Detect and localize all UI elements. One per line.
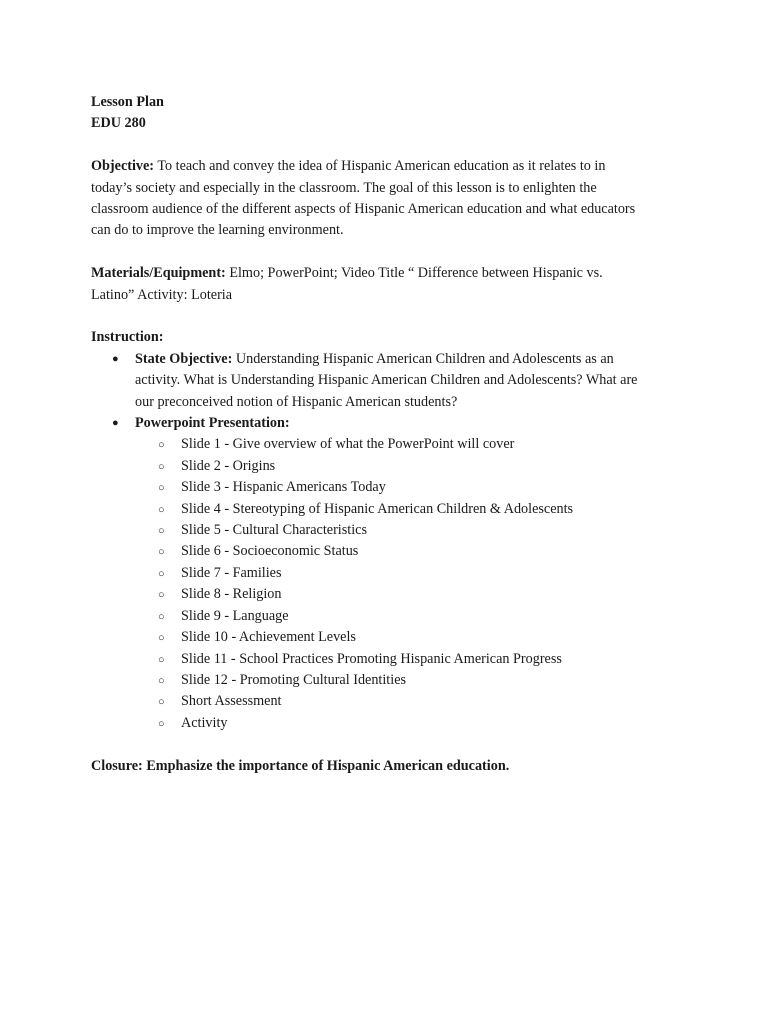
list-item bbox=[158, 563, 691, 584]
list-item bbox=[158, 434, 691, 455]
course-code: EDU 280 bbox=[91, 115, 146, 132]
circle-bullet-icon: ○ bbox=[158, 482, 165, 495]
spacer bbox=[91, 242, 691, 263]
circle-bullet-icon: ○ bbox=[158, 589, 165, 602]
objective-text-2: today’s society and especially in the classroom. The goal of this lesson is to enlighten the bbox=[91, 179, 597, 196]
slide-item: Slide 4 - Stereotyping of Hispanic American Children & Adolescents bbox=[181, 500, 574, 517]
circle-bullet-icon: ○ bbox=[158, 567, 165, 580]
circle-bullet-icon: ○ bbox=[158, 503, 165, 516]
list-item bbox=[158, 649, 691, 670]
objective-text-4: can do to improve the learning environment. bbox=[91, 222, 344, 239]
closure-section bbox=[91, 756, 691, 777]
instruction-list bbox=[91, 349, 691, 734]
circle-bullet-icon: ○ bbox=[158, 610, 165, 623]
document-title: Lesson Plan bbox=[91, 94, 164, 110]
objective-text-3: classroom audience of the different aspects of Hispanic American education and what educators bbox=[91, 201, 636, 218]
circle-bullet-icon: ○ bbox=[158, 546, 165, 559]
list-item bbox=[158, 584, 691, 605]
powerpoint-label: Powerpoint Presentation: bbox=[135, 415, 290, 432]
list-item bbox=[158, 670, 691, 691]
spacer bbox=[91, 306, 691, 327]
list-item bbox=[158, 606, 691, 627]
materials-text-1: Elmo; PowerPoint; Video Title “ Difference between Hispanic vs. bbox=[225, 265, 603, 282]
list-item-powerpoint bbox=[112, 413, 691, 734]
list-item bbox=[158, 477, 691, 498]
bullet-icon: ● bbox=[112, 417, 119, 430]
slide-item: Short Assessment bbox=[181, 693, 282, 710]
slide-item: Slide 7 - Families bbox=[181, 564, 282, 581]
materials-line-1 bbox=[91, 263, 691, 284]
slide-item: Slide 5 - Cultural Characteristics bbox=[181, 522, 367, 539]
list-item bbox=[158, 691, 691, 712]
instruction-section bbox=[91, 327, 691, 734]
list-item bbox=[158, 520, 691, 541]
closure-text: Emphasize the importance of Hispanic American education. bbox=[142, 757, 510, 774]
circle-bullet-icon: ○ bbox=[158, 653, 165, 666]
circle-bullet-icon: ○ bbox=[158, 525, 165, 538]
slide-item: Slide 10 - Achievement Levels bbox=[181, 629, 356, 646]
objective-line-1 bbox=[91, 156, 691, 177]
materials-text-2: Latino” Activity: Loteria bbox=[91, 286, 233, 303]
closure-line bbox=[91, 756, 691, 777]
slide-item: Slide 9 - Language bbox=[181, 607, 289, 624]
slide-item: Slide 3 - Hispanic Americans Today bbox=[181, 479, 386, 496]
spacer bbox=[91, 135, 691, 156]
circle-bullet-icon: ○ bbox=[158, 674, 165, 687]
objective-text-1: To teach and convey the idea of Hispanic American education as it relates to in bbox=[154, 158, 606, 175]
list-item bbox=[158, 456, 691, 477]
list-item bbox=[158, 541, 691, 562]
materials-section bbox=[91, 263, 691, 306]
circle-bullet-icon: ○ bbox=[158, 696, 165, 709]
list-item-state-objective bbox=[112, 349, 691, 413]
state-objective-text-3: our preconceived notion of Hispanic American students? bbox=[135, 393, 458, 410]
slide-item: Slide 11 - School Practices Promoting Hispanic American Progress bbox=[181, 650, 562, 667]
state-objective-line-1 bbox=[135, 349, 691, 370]
materials-label: Materials/Equipment: bbox=[91, 265, 226, 282]
slide-item: Slide 2 - Origins bbox=[181, 457, 276, 474]
circle-bullet-icon: ○ bbox=[158, 717, 165, 730]
instruction-label: Instruction: bbox=[91, 329, 164, 346]
slide-list bbox=[135, 434, 691, 734]
state-objective-text-2: activity. What is Understanding Hispanic American Children and Adolescents? What are bbox=[135, 372, 638, 389]
spacer bbox=[91, 734, 691, 755]
lesson-plan-document bbox=[91, 92, 691, 777]
slide-item: Slide 1 - Give overview of what the PowerPoint will cover bbox=[181, 436, 515, 453]
list-item bbox=[158, 499, 691, 520]
slide-item: Activity bbox=[181, 714, 228, 731]
state-objective-text-1: Understanding Hispanic American Children and Adolescents as an bbox=[232, 350, 614, 367]
slide-item: Slide 12 - Promoting Cultural Identities bbox=[181, 671, 407, 688]
circle-bullet-icon: ○ bbox=[158, 632, 165, 645]
state-objective-label: State Objective: bbox=[135, 350, 233, 367]
circle-bullet-icon: ○ bbox=[158, 460, 165, 473]
closure-label: Closure: bbox=[91, 757, 143, 774]
circle-bullet-icon: ○ bbox=[158, 439, 165, 452]
list-item bbox=[158, 713, 691, 734]
objective-label: Objective: bbox=[91, 158, 155, 175]
slide-item: Slide 8 - Religion bbox=[181, 586, 282, 603]
objective-section bbox=[91, 156, 691, 242]
bullet-icon: ● bbox=[112, 352, 119, 365]
list-item bbox=[158, 627, 691, 648]
slide-item: Slide 6 - Socioeconomic Status bbox=[181, 543, 359, 560]
